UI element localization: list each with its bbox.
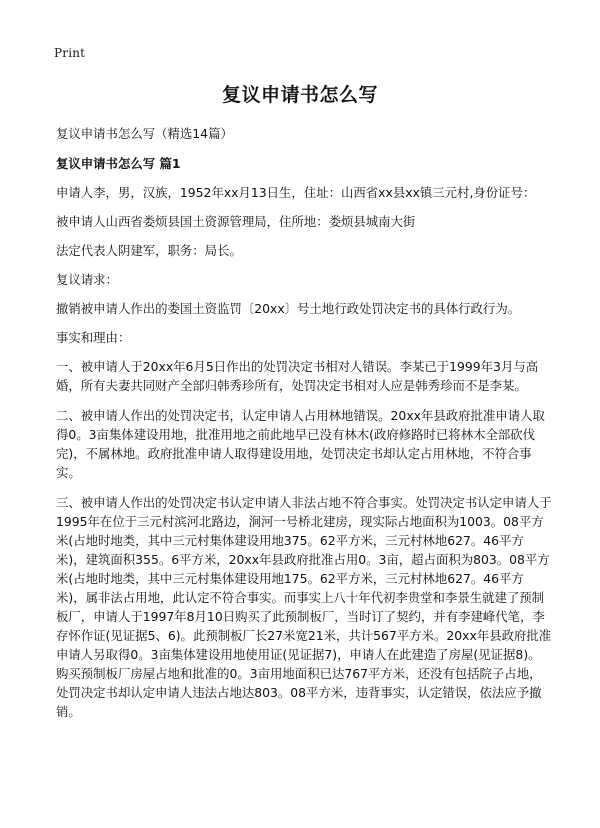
paragraph-reason-1: 一、被申请人于20xx年6月5日作出的处罚决定书相对人错误。李某已于1999年3月与高婚，所有夫妻共同财产全部归韩秀珍所有，处罚决定书相对人应是韩秀珍而不是李某。	[56, 359, 539, 393]
paragraph-legal-representative: 法定代表人阴建军，职务：局长。	[56, 243, 242, 258]
paragraph-reason-2: 二、被申请人作出的处罚决定书，认定申请人占用林地错误。20xx年县政府批准申请人取得0。3亩集体建设用地，批准用地之前此地早已没有林木(政府修路时已将林木全部砍伐完)，不属林地。政府批准申请人取得建设用地，处罚决定书却认定占用林地，不符合事实。	[56, 408, 545, 480]
paragraph-request-heading: 复议请求：	[56, 272, 118, 287]
document-title: 复议申请书怎么写	[221, 84, 378, 106]
paragraph-applicant: 申请人李，男，汉族，1952年xx月13日生，住址：山西省xx县xx镇三元村,身份证号：	[56, 185, 536, 200]
document-subtitle: 复议申请书怎么写（精选14篇）	[56, 126, 233, 141]
print-label: Print	[54, 46, 86, 60]
section-heading: 复议申请书怎么写 篇1	[56, 156, 181, 171]
paragraph-facts-heading: 事实和理由：	[56, 330, 131, 345]
document-body	[56, 124, 552, 731]
paragraph-reason-3: 三、被申请人作出的处罚决定书认定申请人非法占地不符合事实。处罚决定书认定申请人于1995年在位于三元村滨河北路边，涧河一号桥北建房，现实际占地面积为1003。08平方米(占地时地类，其中三元村集体建设用地375。62平方米，三元村林地627。46平方米)，建筑面积355。6平方米，20xx年县政府批准占用0。3亩，超占面积为803。08平方米(占地时地类，其中三元村集体建设用地175。62平方米，三元村林地627。46平方米)，属非法占用地，此认定不符合事实。而事实上八十年代初李贵堂和李景生就建了预制板厂，申请人于1997年8月10日购买了此预制板厂，当时订了契约，并有李建峰代笔，李存怀作证(见证据5、6)。此预制板厂长27米宽21米，共计567平方米。20xx年县政府批准申请人另取得0。3亩集体建设用地使用证(见证据7)，申请人在此建造了房屋(见证据8)。购买预制板厂房屋占地和批准的0。3亩用地面积已达767平方米，还没有包括院子占地，处罚决定书却认定申请人违法占地达803。08平方米，违背事实，认定错误，依法应予撤销。	[56, 495, 552, 719]
paragraph-respondent: 被申请人山西省娄烦县国土资源管理局，住所地：娄烦县城南大街	[56, 214, 416, 229]
paragraph-request: 撤销被申请人作出的娄国土资监罚〔20xx〕号土地行政处罚决定书的具体行政行为。	[56, 301, 521, 316]
